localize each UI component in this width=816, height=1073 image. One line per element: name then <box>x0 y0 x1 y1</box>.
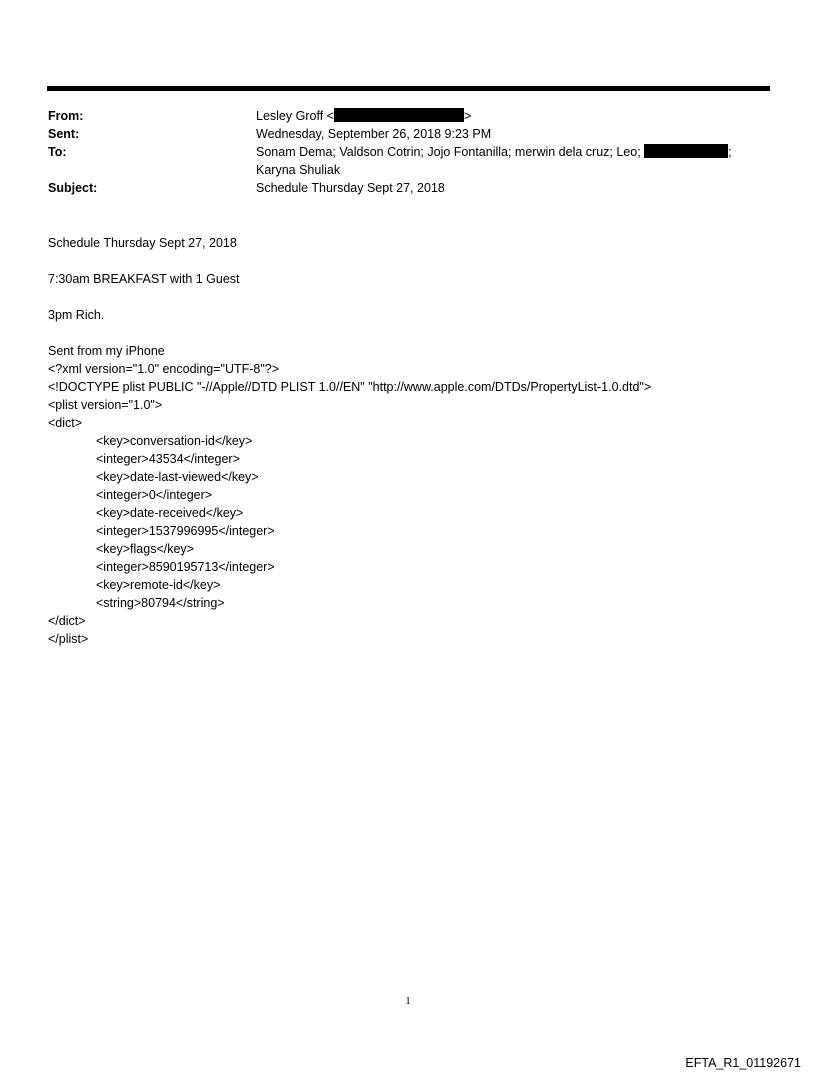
xml-line: <integer>0</integer> <box>96 488 213 502</box>
redaction-box <box>644 144 728 158</box>
from-label: From: <box>48 109 84 123</box>
from-value <box>256 107 770 125</box>
xml-line: <key>date-received</key> <box>96 506 244 520</box>
xml-line: </dict> <box>48 614 86 628</box>
from-name: Lesley Groff < <box>256 109 334 123</box>
xml-line: <plist version="1.0"> <box>48 398 163 412</box>
from-close: > <box>463 109 472 123</box>
body-paragraph: 3pm Rich. <box>48 308 105 322</box>
body-paragraph: Schedule Thursday Sept 27, 2018 <box>48 236 237 250</box>
xml-line: <integer>1537996995</integer> <box>96 524 275 538</box>
signature: Sent from my iPhone <box>48 344 165 358</box>
subject-label: Subject: <box>48 181 98 195</box>
xml-line: <!DOCTYPE plist PUBLIC "-//Apple//DTD PLIST 1.0//EN" "http://www.apple.com/DTDs/PropertyList-1.0.dtd"> <box>48 380 652 394</box>
to-line-1 <box>256 143 770 161</box>
page-number: 1 <box>405 995 411 1007</box>
header-rule <box>47 86 770 91</box>
redaction-box <box>334 108 464 122</box>
xml-line: <string>80794</string> <box>96 596 225 610</box>
document-id: EFTA_R1_01192671 <box>685 1056 801 1070</box>
subject-row <box>48 179 770 197</box>
sent-row <box>48 125 770 143</box>
sent-value: Wednesday, September 26, 2018 9:23 PM <box>256 127 492 141</box>
xml-line: </plist> <box>48 632 89 646</box>
xml-line: <key>remote-id</key> <box>96 578 221 592</box>
xml-line: <?xml version="1.0" encoding="UTF-8"?> <box>48 362 280 376</box>
xml-line: <dict> <box>48 416 83 430</box>
sent-label: Sent: <box>48 127 80 141</box>
to-value <box>256 143 770 179</box>
xml-line: <integer>43534</integer> <box>96 452 240 466</box>
email-body <box>48 234 770 648</box>
xml-line: <integer>8590195713</integer> <box>96 560 275 574</box>
to-label: To: <box>48 145 67 159</box>
to-recipients: Sonam Dema; Valdson Cotrin; Jojo Fontanilla; merwin dela cruz; Leo; <box>256 145 641 159</box>
xml-line: <key>conversation-id</key> <box>96 434 253 448</box>
body-paragraph: 7:30am BREAKFAST with 1 Guest <box>48 272 240 286</box>
subject-value: Schedule Thursday Sept 27, 2018 <box>256 181 445 195</box>
to-line-2: Karyna Shuliak <box>256 163 341 177</box>
to-row <box>48 143 770 179</box>
xml-line: <key>flags</key> <box>96 542 194 556</box>
xml-line: <key>date-last-viewed</key> <box>96 470 259 484</box>
from-row <box>48 107 770 125</box>
email-header <box>48 107 770 197</box>
to-line-end: ; <box>728 145 732 159</box>
